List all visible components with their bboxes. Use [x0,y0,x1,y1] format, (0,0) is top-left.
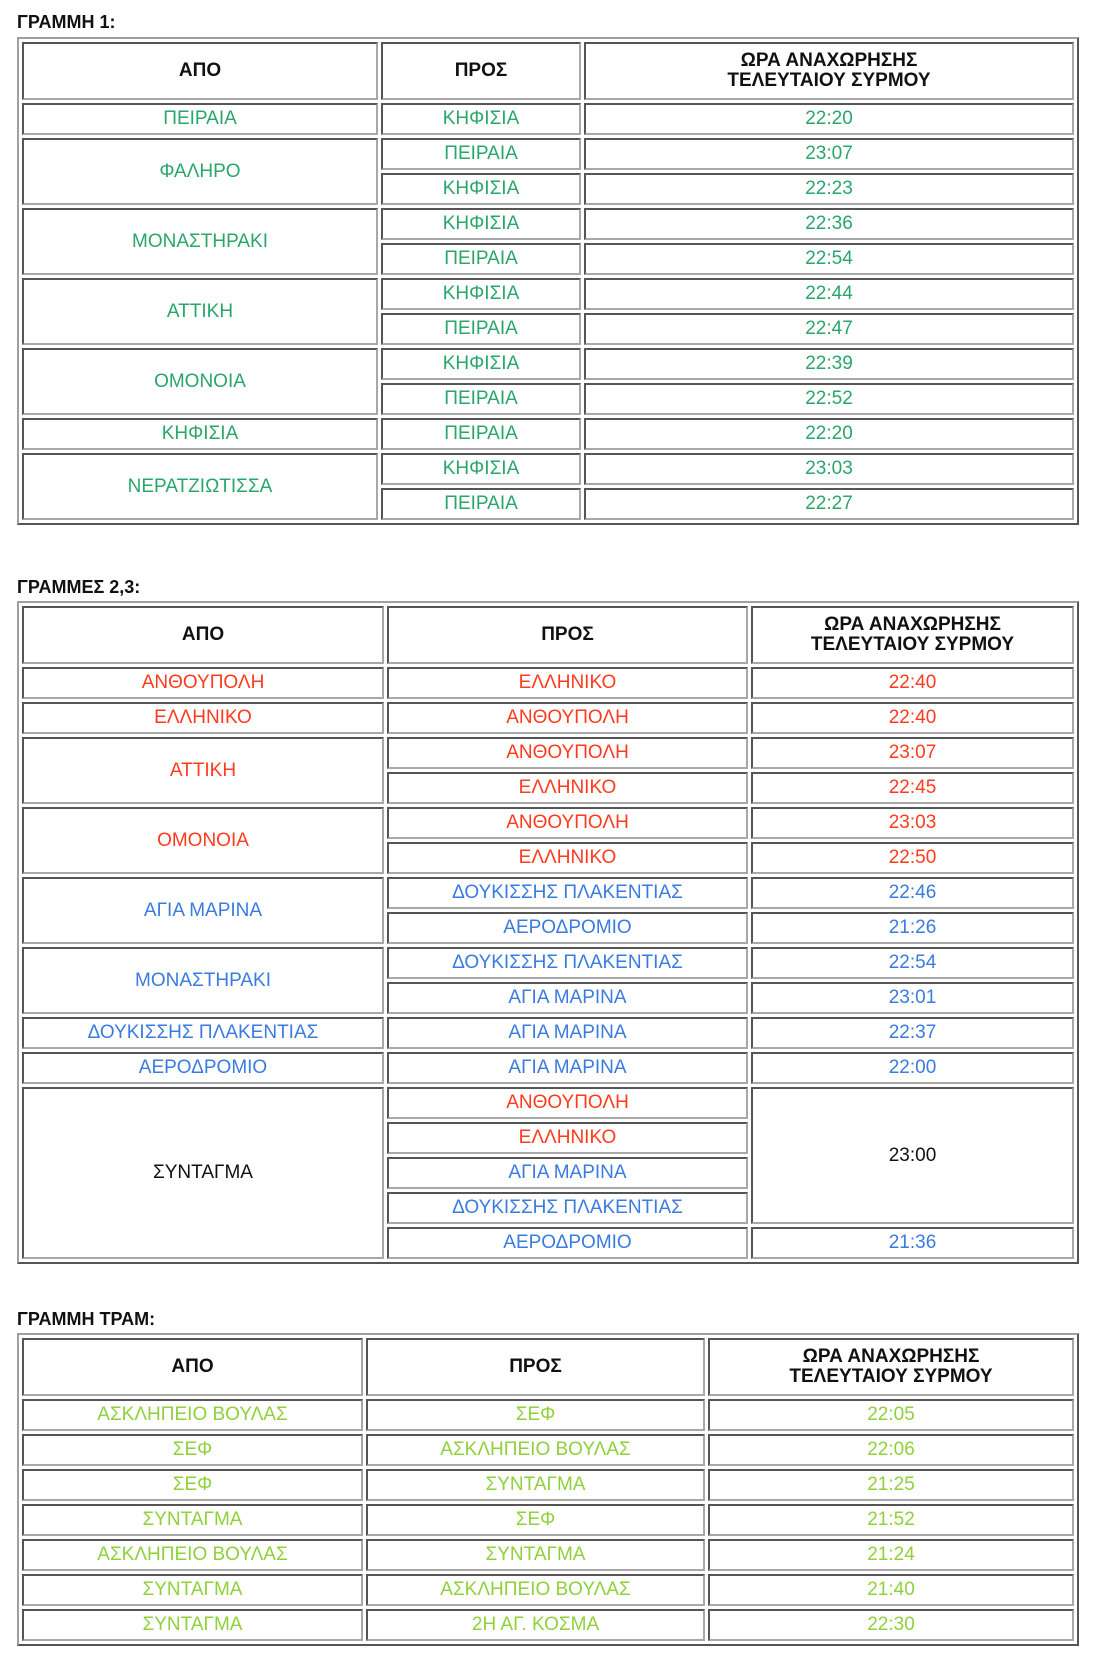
to-station-cell: ΔΟΥΚΙΣΣΗΣ ΠΛΑΚΕΝΤΙΑΣ [387,1192,748,1224]
departure-time-cell: 22:23 [584,173,1074,205]
from-station-cell: ΟΜΟΝΟΙΑ [22,807,384,874]
departure-time-cell: 22:37 [751,1017,1074,1049]
to-station-cell: ΑΓΙΑ ΜΑΡΙΝΑ [387,1052,748,1084]
header-from: ΑΠΟ [22,42,378,100]
from-station-cell: ΣΥΝΤΑΓΜΑ [22,1504,363,1536]
departure-time-cell: 22:30 [708,1609,1074,1641]
departure-time-cell: 23:01 [751,982,1074,1014]
table-row [22,418,1074,450]
schedule-body [22,1399,1074,1641]
departure-time-cell: 22:20 [584,103,1074,135]
to-station-cell: ΚΗΦΙΣΙΑ [381,278,581,310]
to-station-cell: ΠΕΙΡΑΙΑ [381,313,581,345]
header-to: ΠΡΟΣ [387,606,748,664]
table-row [22,1052,1074,1084]
departure-time-cell: 22:27 [584,488,1074,520]
schedule-table-lines-2-3 [17,601,1079,1264]
to-station-cell: ΕΛΛΗΝΙΚΟ [387,1122,748,1154]
to-station-cell: ΑΣΚΛΗΠΕΙΟ ΒΟΥΛΑΣ [366,1434,705,1466]
from-station-cell: ΑΝΘΟΥΠΟΛΗ [22,667,384,699]
to-station-cell: ΠΕΙΡΑΙΑ [381,488,581,520]
table-header-row [22,42,1074,100]
departure-time-cell: 22:54 [584,243,1074,275]
from-station-cell: ΔΟΥΚΙΣΣΗΣ ΠΛΑΚΕΝΤΙΑΣ [22,1017,384,1049]
departure-time-cell: 21:52 [708,1504,1074,1536]
table-row [22,947,1074,979]
header-time-line-1: ΩΡΑ ΑΝΑΧΩΡΗΣΗΣ [802,1346,980,1367]
from-station-cell: ΑΓΙΑ ΜΑΡΙΝΑ [22,877,384,944]
to-station-cell: ΠΕΙΡΑΙΑ [381,418,581,450]
schedule-body [22,667,1074,1259]
table-row [22,1574,1074,1606]
from-station-cell: ΣΥΝΤΑΓΜΑ [22,1574,363,1606]
departure-time-cell: 22:44 [584,278,1074,310]
departure-time-cell: 22:05 [708,1399,1074,1431]
table-row [22,278,1074,310]
table-header-row [22,1338,1074,1396]
table-row [22,453,1074,485]
departure-time-cell: 23:07 [751,737,1074,769]
to-station-cell: ΑΝΘΟΥΠΟΛΗ [387,807,748,839]
schedule-body [22,103,1074,520]
to-station-cell: ΚΗΦΙΣΙΑ [381,173,581,205]
section-title-line-1: ΓΡΑΜΜΗ 1: [17,12,116,32]
table-row [22,877,1074,909]
table-row [22,1539,1074,1571]
table-row [22,1087,1074,1119]
departure-time-cell: 22:40 [751,702,1074,734]
from-station-cell: ΚΗΦΙΣΙΑ [22,418,378,450]
table-row [22,138,1074,170]
table-row [22,1399,1074,1431]
to-station-cell: ΣΥΝΤΑΓΜΑ [366,1469,705,1501]
to-station-cell: ΣΥΝΤΑΓΜΑ [366,1539,705,1571]
from-station-cell: ΕΛΛΗΝΙΚΟ [22,702,384,734]
departure-time-cell: 22:50 [751,842,1074,874]
from-station-cell: ΜΟΝΑΣΤΗΡΑΚΙ [22,208,378,275]
from-station-cell: ΟΜΟΝΟΙΑ [22,348,378,415]
departure-time-cell: 22:52 [584,383,1074,415]
table-row [22,1017,1074,1049]
to-station-cell: ΑΕΡΟΔΡΟΜΙΟ [387,1227,748,1259]
table-row [22,103,1074,135]
to-station-cell: ΑΝΘΟΥΠΟΛΗ [387,1087,748,1119]
header-departure-time [708,1338,1074,1396]
from-station-cell: ΑΕΡΟΔΡΟΜΙΟ [22,1052,384,1084]
table-row [22,702,1074,734]
departure-time-cell: 21:40 [708,1574,1074,1606]
departure-time-cell: 22:45 [751,772,1074,804]
departure-time-cell: 22:06 [708,1434,1074,1466]
table-header-row [22,606,1074,664]
section-title-lines-2-3: ΓΡΑΜΜΕΣ 2,3: [17,577,141,597]
departure-time-cell: 23:07 [584,138,1074,170]
from-station-cell: ΦΑΛΗΡΟ [22,138,378,205]
header-time-line-1: ΩΡΑ ΑΝΑΧΩΡΗΣΗΣ [740,50,918,71]
from-station-cell: ΣΥΝΤΑΓΜΑ [22,1609,363,1641]
to-station-cell: ΣΕΦ [366,1504,705,1536]
header-from: ΑΠΟ [22,606,384,664]
table-row [22,807,1074,839]
to-station-cell: ΕΛΛΗΝΙΚΟ [387,842,748,874]
table-row [22,737,1074,769]
schedule-table-tram [17,1333,1079,1646]
from-station-cell: ΝΕΡΑΤΖΙΩΤΙΣΣΑ [22,453,378,520]
from-station-cell: ΑΣΚΛΗΠΕΙΟ ΒΟΥΛΑΣ [22,1539,363,1571]
to-station-cell: ΔΟΥΚΙΣΣΗΣ ΠΛΑΚΕΝΤΙΑΣ [387,877,748,909]
to-station-cell: 2Η ΑΓ. ΚΟΣΜΑ [366,1609,705,1641]
departure-time-cell: 22:39 [584,348,1074,380]
to-station-cell: ΠΕΙΡΑΙΑ [381,243,581,275]
to-station-cell: ΔΟΥΚΙΣΣΗΣ ΠΛΑΚΕΝΤΙΑΣ [387,947,748,979]
to-station-cell: ΚΗΦΙΣΙΑ [381,348,581,380]
to-station-cell: ΠΕΙΡΑΙΑ [381,138,581,170]
from-station-cell: ΣΕΦ [22,1469,363,1501]
table-row [22,348,1074,380]
departure-time-cell: 22:36 [584,208,1074,240]
to-station-cell: ΑΓΙΑ ΜΑΡΙΝΑ [387,1017,748,1049]
header-to: ΠΡΟΣ [381,42,581,100]
departure-time-cell: 23:03 [584,453,1074,485]
to-station-cell: ΠΕΙΡΑΙΑ [381,383,581,415]
departure-time-cell: 22:40 [751,667,1074,699]
header-from: ΑΠΟ [22,1338,363,1396]
from-station-cell: ΑΣΚΛΗΠΕΙΟ ΒΟΥΛΑΣ [22,1399,363,1431]
to-station-cell: ΕΛΛΗΝΙΚΟ [387,667,748,699]
to-station-cell: ΑΓΙΑ ΜΑΡΙΝΑ [387,982,748,1014]
departure-time-cell: 22:00 [751,1052,1074,1084]
departure-time-cell: 22:54 [751,947,1074,979]
header-time-line-1: ΩΡΑ ΑΝΑΧΩΡΗΣΗΣ [824,614,1001,635]
to-station-cell: ΣΕΦ [366,1399,705,1431]
schedule-table-line-1 [17,37,1079,525]
header-time-line-2: ΤΕΛΕΥΤΑΙΟΥ ΣΥΡΜΟΥ [789,1366,993,1387]
from-station-cell: ΜΟΝΑΣΤΗΡΑΚΙ [22,947,384,1014]
header-to: ΠΡΟΣ [366,1338,705,1396]
to-station-cell: ΑΝΘΟΥΠΟΛΗ [387,702,748,734]
table-row [22,667,1074,699]
to-station-cell: ΑΝΘΟΥΠΟΛΗ [387,737,748,769]
to-station-cell: ΕΛΛΗΝΙΚΟ [387,772,748,804]
from-station-cell: ΣΥΝΤΑΓΜΑ [22,1087,384,1259]
to-station-cell: ΑΓΙΑ ΜΑΡΙΝΑ [387,1157,748,1189]
departure-time-cell: 21:24 [708,1539,1074,1571]
header-departure-time [584,42,1074,100]
departure-time-cell: 23:00 [751,1087,1074,1224]
departure-time-cell: 22:46 [751,877,1074,909]
departure-time-cell: 21:36 [751,1227,1074,1259]
from-station-cell: ΣΕΦ [22,1434,363,1466]
to-station-cell: ΑΕΡΟΔΡΟΜΙΟ [387,912,748,944]
header-departure-time [751,606,1074,664]
to-station-cell: ΚΗΦΙΣΙΑ [381,208,581,240]
from-station-cell: ΑΤΤΙΚΗ [22,278,378,345]
to-station-cell: ΑΣΚΛΗΠΕΙΟ ΒΟΥΛΑΣ [366,1574,705,1606]
departure-time-cell: 22:47 [584,313,1074,345]
departure-time-cell: 21:25 [708,1469,1074,1501]
table-row [22,208,1074,240]
table-row [22,1469,1074,1501]
departure-time-cell: 21:26 [751,912,1074,944]
from-station-cell: ΠΕΙΡΑΙΑ [22,103,378,135]
table-row [22,1609,1074,1641]
to-station-cell: ΚΗΦΙΣΙΑ [381,103,581,135]
header-time-line-2: ΤΕΛΕΥΤΑΙΟΥ ΣΥΡΜΟΥ [810,634,1015,655]
departure-time-cell: 23:03 [751,807,1074,839]
departure-time-cell: 22:20 [584,418,1074,450]
to-station-cell: ΚΗΦΙΣΙΑ [381,453,581,485]
header-time-line-2: ΤΕΛΕΥΤΑΙΟΥ ΣΥΡΜΟΥ [727,70,931,91]
section-title-tram: ΓΡΑΜΜΗ ΤΡΑΜ: [17,1309,156,1329]
table-row [22,1434,1074,1466]
from-station-cell: ΑΤΤΙΚΗ [22,737,384,804]
table-row [22,1504,1074,1536]
